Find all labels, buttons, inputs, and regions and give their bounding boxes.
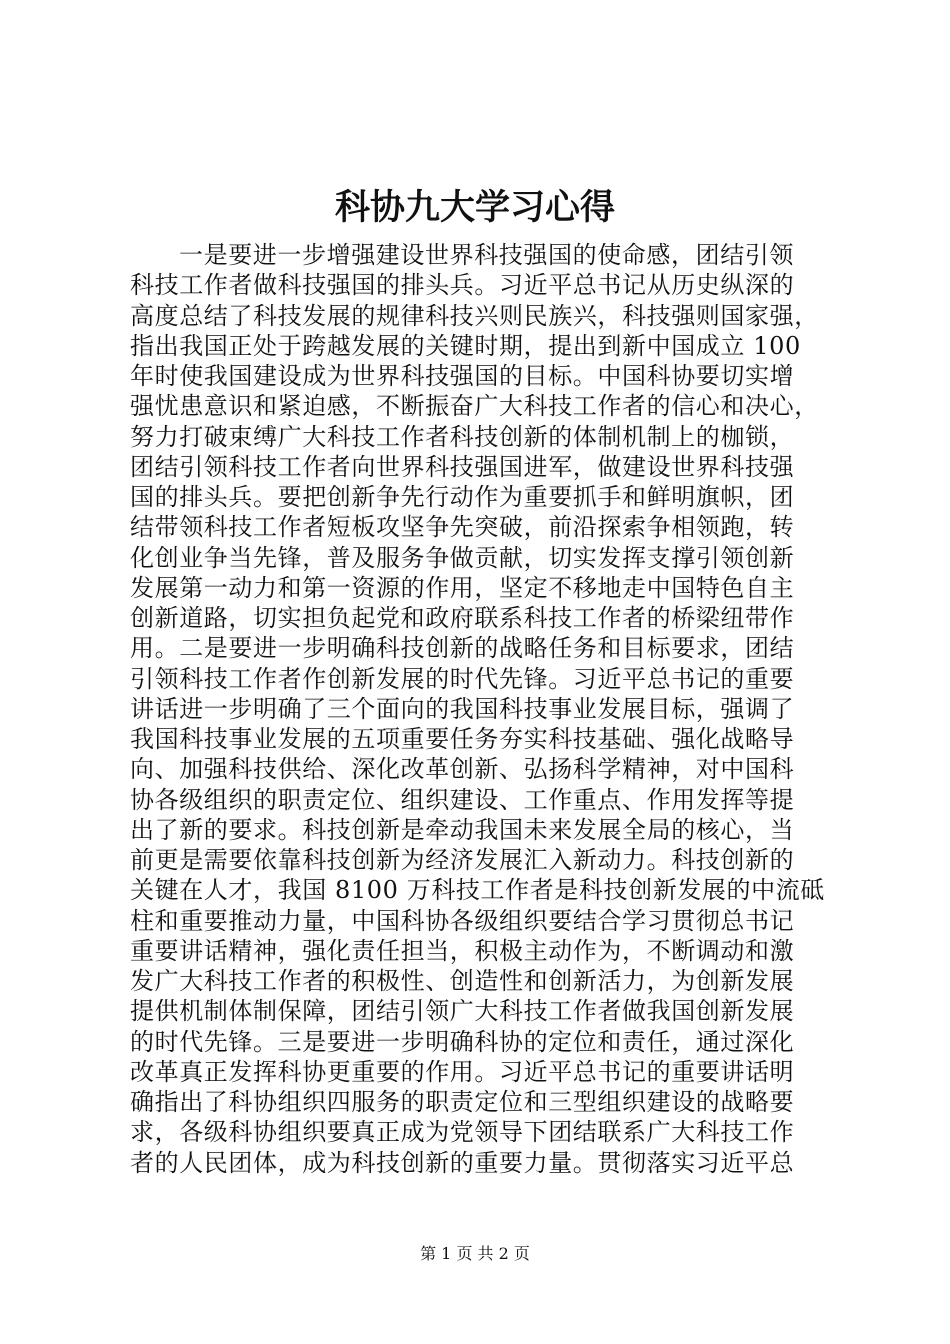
body-line: 改革真正发挥科协更重要的作用。习近平总书记的重要讲话明 [130,1057,795,1086]
body-line: 我国科技事业发展的五项重要任务夯实科技基础、强化战略导 [130,725,795,753]
body-line: 协各级组织的职责定位、组织建设、工作重点、作用发挥等提 [130,785,795,814]
body-line: 努力打破束缚广大科技工作者科技创新的体制机制上的枷锁， [130,422,795,451]
body-line: 科技工作者做科技强国的排头兵。习近平总书记从历史纵深的 [130,271,795,300]
body-line: 求，各级科协组织要真正成为党领导下团结联系广大科技工作 [130,1118,795,1147]
body-line: 发展第一动力和第一资源的作用，坚定不移地走中国特色自主 [130,573,795,602]
body-line: 出了新的要求。科技创新是牵动我国未来发展全局的核心，当 [130,815,795,844]
body-line: 的时代先锋。三是要进一步明确科协的定位和责任，通过深化 [130,1027,795,1056]
body-line: 化创业争当先锋，普及服务争做贡献，切实发挥支撑引领创新 [130,543,795,572]
body-line: 创新道路，切实担负起党和政府联系科技工作者的桥梁纽带作 [130,604,795,632]
body-line: 确指出了科协组织四服务的职责定位和三型组织建设的战略要 [130,1088,795,1116]
body-line: 强忧患意识和紧迫感，不断振奋广大科技工作者的信心和决心， [130,392,819,421]
body-line: 向、加强科技供给、深化改革创新、弘扬科学精神，对中国科 [130,755,795,784]
body-line: 团结引领科技工作者向世界科技强国进军，做建设世界科技强 [130,452,795,481]
body-line: 国的排头兵。要把创新争先行动作为重要抓手和鲜明旗帜，团 [130,483,795,511]
page-number-indicator: 第 1 页 共 2 页 [420,1244,530,1263]
body-line: 者的人民团体，成为科技创新的重要力量。贯彻落实习近平总 [130,1148,795,1177]
body-line: 一是要进一步增强建设世界科技强国的使命感，团结引领 [179,241,794,269]
document-body [130,240,830,1178]
body-line: 引领科技工作者作创新发展的时代先锋。习近平总书记的重要 [130,664,795,693]
body-line: 前更是需要依靠科技创新为经济发展汇入新动力。科技创新的 [130,846,795,874]
body-line: 用。二是要进一步明确科技创新的战略任务和目标要求，团结 [130,634,795,663]
body-line: 结带领科技工作者短板攻坚争先突破，前沿探索争相领跑，转 [130,513,795,542]
document-title: 科协九大学习心得 [334,187,615,228]
body-line: 提供机制体制保障，团结引领广大科技工作者做我国创新发展 [130,997,795,1026]
body-line: 重要讲话精神，强化责任担当，积极主动作为，不断调动和激 [130,936,795,965]
body-line: 高度总结了科技发展的规律科技兴则民族兴，科技强则国家强， [130,301,819,330]
body-line: 发广大科技工作者的积极性、创造性和创新活力，为创新发展 [130,967,795,995]
body-line: 指出我国正处于跨越发展的关键时期，提出到新中国成立 100 [130,331,801,360]
page-footer [0,1244,950,1264]
body-line: 讲话进一步明确了三个面向的我国科技事业发展目标，强调了 [130,694,795,723]
body-line: 年时使我国建设成为世界科技强国的目标。中国科协要切实增 [130,362,795,390]
body-line: 关键在人才，我国 8100 万科技工作者是科技创新发展的中流砥 [130,876,825,905]
body-line: 柱和重要推动力量，中国科协各级组织要结合学习贯彻总书记 [130,906,795,935]
